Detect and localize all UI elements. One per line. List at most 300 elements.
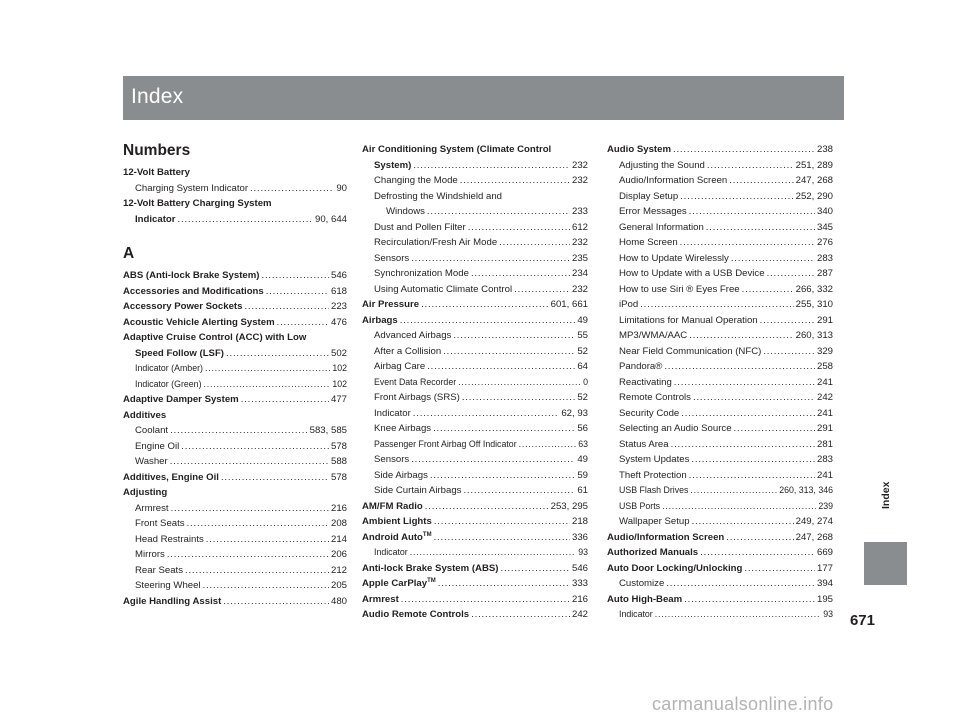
dot-leader [181,439,329,455]
index-subentry[interactable] [362,282,588,298]
index-subentry[interactable] [123,501,347,517]
entry-label [619,437,669,453]
index-subentry[interactable] [123,563,347,579]
page-reference[interactable]: 177 [816,562,833,574]
entry-label-text: Air Pressure [362,299,420,310]
entry-label [362,313,398,329]
index-subentry[interactable] [362,483,588,499]
index-subentry[interactable] [607,189,833,205]
page-reference[interactable]: 253, 295 [550,500,588,512]
dot-leader [763,344,815,360]
entry-label [386,204,425,220]
entry-label-text: Audio System [607,144,671,155]
dot-leader [514,282,570,298]
index-subentry[interactable] [362,266,588,282]
dot-leader [689,468,815,484]
page-reference[interactable]: 241 [816,376,833,388]
index-entry[interactable] [362,297,588,313]
dot-leader [411,452,575,468]
index-subentry[interactable] [362,375,588,391]
page-reference[interactable]: 578 [330,440,347,452]
index-subentry[interactable] [123,516,347,532]
page-reference[interactable]: 102 [332,363,347,373]
entry-label [619,282,740,298]
index-subentry[interactable] [362,328,588,344]
page-reference[interactable]: 52 [577,345,588,357]
entry-label-text: Changing the Mode [374,175,458,186]
page-reference[interactable]: 232 [571,175,588,186]
page-number: 671 [849,612,875,629]
entry-label-text: Indicator [135,213,176,225]
index-subentry[interactable] [607,158,833,174]
dot-leader [655,607,821,623]
index-subentry[interactable] [607,390,833,406]
dot-leader [690,483,777,499]
index-entry[interactable] [362,576,588,592]
entry-label-text: After a Collision [374,345,442,357]
page-reference[interactable]: 49 [577,314,588,326]
page-reference[interactable]: 232 [571,159,588,171]
page-reference[interactable]: 238 [816,144,833,155]
page-reference[interactable]: 63 [578,438,588,449]
index-column-3 [607,142,833,623]
index-entry[interactable] [123,299,347,315]
page-reference[interactable]: 291 [816,423,833,434]
entry-label [619,452,689,468]
index-entry[interactable] [362,158,588,174]
index-subentry[interactable] [607,421,833,437]
page-reference[interactable]: 61 [577,485,588,496]
entry-label-text: Acoustic Vehicle Alerting System [123,316,275,328]
page-reference[interactable]: 216 [330,502,347,514]
entry-label [619,220,704,236]
page-reference[interactable]: 0 [583,376,588,387]
page-reference[interactable]: 56 [577,423,588,434]
index-subentry[interactable] [607,452,833,468]
page-reference[interactable]: 214 [330,533,347,545]
entry-label [362,561,498,577]
page-reference[interactable]: 255, 310 [795,299,833,310]
index-subentry[interactable] [362,220,588,236]
index-subentry[interactable] [362,359,588,375]
page-reference[interactable]: 502 [330,347,347,359]
entry-label-text: ABS (Anti-lock Brake System) [123,270,260,281]
entry-label [374,359,425,375]
index-entry[interactable] [362,499,588,515]
watermark: carmanualsonline.info [652,694,834,714]
index-subentry[interactable] [123,423,347,439]
page-reference[interactable]: 340 [816,206,833,217]
dot-leader [400,313,576,329]
index-entry[interactable] [362,530,588,546]
index-subentry[interactable] [607,173,833,189]
entry-label [135,212,176,228]
entry-label [135,563,183,579]
page-reference[interactable]: 345 [816,221,833,233]
entry-label [619,607,653,623]
entry-label-text: Advanced Airbags [374,330,452,341]
entry-label-text: USB Flash Drives [619,485,689,495]
page-reference[interactable]: 578 [330,471,347,483]
index-subentry[interactable] [607,266,833,282]
page-reference[interactable]: 247, 268 [795,175,833,186]
dot-leader [427,359,575,375]
entry-label-text: Defrosting the Windshield and [374,190,502,202]
page-reference[interactable]: 59 [577,469,588,481]
index-subentry[interactable] [362,468,588,484]
page-reference[interactable]: 477 [330,394,347,405]
entry-label [619,576,664,592]
index-subentry[interactable] [607,359,833,375]
entry-label-text: Side Airbags [374,469,428,481]
entry-label [619,514,690,530]
page-reference[interactable]: 195 [816,593,833,605]
entry-label-text: Adaptive Damper System [123,394,239,405]
index-heading [362,142,588,158]
entry-label [123,485,167,501]
page-title: Index [131,85,184,108]
page-reference[interactable]: 218 [571,516,588,527]
page-reference[interactable]: 283 [816,252,833,264]
entry-label-text: Engine Oil [135,440,180,452]
entry-label-text: Security Code [619,407,680,419]
entry-label-text: AM/FM Radio [362,500,423,512]
entry-label [135,423,168,439]
index-entry[interactable] [607,545,833,561]
entry-label [123,408,166,424]
page-reference[interactable]: 242 [571,609,588,620]
page-reference[interactable]: 276 [816,237,833,248]
index-subentry[interactable] [123,532,347,548]
entry-label [619,359,662,375]
index-subentry[interactable] [607,282,833,298]
entry-label [619,204,687,220]
entry-label-text: Auto Door Locking/Unlocking [607,562,743,574]
index-subentry[interactable] [607,468,833,484]
entry-label-text: Head Restraints [135,533,204,545]
index-subentry[interactable] [123,578,347,594]
index-entry[interactable] [123,470,347,486]
entry-label-text: MP3/WMA/AAC [619,330,688,341]
entry-label [374,437,517,453]
entry-label-text: Recirculation/Fresh Air Mode [374,237,498,248]
page-reference[interactable]: 49 [577,454,588,465]
dot-leader [500,561,570,577]
page-reference[interactable]: 247, 268 [795,531,833,543]
dot-leader [413,406,560,422]
entry-label-text: Charging System Indicator [135,182,249,194]
index-entry[interactable] [607,142,833,158]
page-reference[interactable]: 394 [816,578,833,589]
index-entry[interactable] [362,561,588,577]
dot-leader [664,359,815,375]
entry-label-text: Using Automatic Climate Control [374,283,513,295]
index-subentry[interactable] [607,220,833,236]
entry-label [135,439,179,455]
page-reference[interactable]: 242 [816,392,833,403]
entry-label-text: Front Airbags (SRS) [374,392,460,403]
index-subentry[interactable] [123,454,347,470]
page-reference[interactable]: 232 [571,237,588,248]
page-reference[interactable]: 102 [332,378,347,389]
entry-label [374,189,502,205]
entry-label [135,501,169,517]
page-reference[interactable]: 55 [577,330,588,341]
page-reference[interactable]: 612 [571,221,588,233]
entry-label [619,390,691,406]
index-entry[interactable] [123,594,347,610]
entry-label-text: Steering Wheel [135,580,201,591]
page-reference[interactable]: 249, 274 [795,516,833,527]
dot-leader [662,499,816,515]
page-reference[interactable]: 260, 313 [795,330,833,341]
entry-label-text: Home Screen [619,237,678,248]
page-reference[interactable]: 93 [823,609,833,619]
entry-label [619,328,687,344]
index-entry[interactable] [123,212,347,228]
index-heading [123,165,347,181]
entry-label-text: Agile Handling Assist [123,595,222,607]
index-entry[interactable] [607,530,833,546]
entry-label [123,470,219,486]
index-subentry[interactable] [123,547,347,563]
index-subentry[interactable] [607,437,833,453]
index-subentry[interactable] [362,390,588,406]
entry-label [619,266,765,282]
dot-leader [401,592,570,608]
page-reference[interactable]: 252, 290 [795,190,833,202]
dot-leader [427,204,570,220]
entry-label-text: Error Messages [619,206,687,217]
index-subentry[interactable] [123,361,347,377]
page-reference[interactable]: 329 [816,345,833,357]
index-subentry[interactable] [607,607,833,623]
entry-label-text: USB Ports [619,500,661,511]
page-reference[interactable]: 287 [816,268,833,279]
entry-label-text: 12-Volt Battery [123,167,190,178]
entry-label-text: Display Setup [619,190,679,202]
index-subentry[interactable] [607,204,833,220]
index-entry[interactable] [123,315,347,331]
entry-label-text: How to Update with a USB Device [619,268,765,279]
entry-label [123,594,221,610]
index-entry[interactable] [123,268,347,284]
index-subentry[interactable] [607,514,833,530]
page-reference[interactable]: 546 [330,270,347,281]
entry-label [362,514,432,530]
page-reference[interactable]: 93 [578,547,588,557]
entry-label-text: Near Field Communication (NFC) [619,345,762,357]
trademark-sup: TM [427,577,436,584]
index-subentry[interactable] [607,483,833,499]
entry-label-text: Additives, Engine Oil [123,471,219,483]
index-subentry[interactable] [123,439,347,455]
page-reference[interactable]: 546 [571,562,588,574]
page-reference[interactable]: 233 [571,206,588,217]
page-reference[interactable]: 241 [816,469,833,481]
page-reference[interactable]: 260, 313, 346 [779,485,833,495]
page-reference[interactable]: 618 [330,285,347,297]
side-tab-label: Index [880,481,892,509]
dot-leader [680,189,793,205]
page-reference[interactable]: 64 [577,361,588,372]
page-reference[interactable]: 90, 644 [314,213,347,225]
entry-label [123,330,306,346]
page-reference[interactable]: 206 [330,549,347,560]
entry-label [374,282,512,298]
entry-label [619,421,732,437]
side-tab[interactable] [864,542,907,585]
index-subentry[interactable] [607,499,833,515]
entry-label-text: How to use Siri ® Eyes Free [619,283,740,295]
index-entry[interactable] [607,561,833,577]
index-entry[interactable] [362,514,588,530]
dot-leader [171,501,329,517]
entry-label-text: iPod [619,299,639,310]
entry-label-text: Audio Remote Controls [362,609,470,620]
page-reference[interactable]: 266, 332 [795,283,833,295]
entry-label-text: Windows [386,206,425,217]
index-subentry[interactable] [362,437,588,453]
page-reference[interactable]: 223 [330,301,347,312]
entry-label [619,468,687,484]
entry-label [135,516,185,532]
index-subentry[interactable] [362,344,588,360]
entry-label-text: Auto High-Beam [607,593,683,605]
entry-label-text: Rear Seats [135,564,183,576]
dot-leader [519,437,577,453]
index-entry[interactable] [607,592,833,608]
page-reference[interactable]: 333 [571,578,588,589]
page-reference[interactable]: 232 [571,283,588,295]
entry-label [135,377,202,393]
entry-label [374,266,469,282]
index-subentry[interactable] [607,251,833,267]
entry-label [619,158,705,174]
index-entry[interactable] [362,313,588,329]
index-subentry[interactable] [607,328,833,344]
page-reference[interactable]: 216 [571,593,588,605]
page-reference[interactable]: 235 [571,252,588,264]
index-subentry[interactable] [362,406,588,422]
index-entry[interactable] [123,346,347,362]
page-reference[interactable]: 480 [330,595,347,607]
entry-label [374,483,461,499]
index-subentry[interactable] [362,235,588,251]
entry-label-text: Status Area [619,438,669,450]
dot-leader [187,516,329,532]
index-subentry[interactable] [362,204,588,220]
index-subentry[interactable] [123,181,347,197]
dot-leader [463,483,575,499]
index-subentry[interactable] [362,545,588,561]
dot-leader [726,530,793,546]
dot-leader [241,392,329,408]
dot-leader [453,328,575,344]
index-subentry[interactable] [607,406,833,422]
index-subentry[interactable] [607,576,833,592]
entry-label-text: Authorized Manuals [607,547,699,558]
entry-label-text: Knee Airbags [374,423,432,434]
entry-label [123,165,190,181]
entry-label [607,545,698,561]
page-reference[interactable]: 291 [816,314,833,326]
index-entry[interactable] [362,592,588,608]
dot-leader [767,266,815,282]
page-reference[interactable]: 208 [330,518,347,529]
section-heading: A [123,245,135,262]
page-reference[interactable]: 283 [816,454,833,465]
dot-leader [206,532,329,548]
page-reference[interactable]: 336 [571,531,588,543]
page-reference[interactable]: 583, 585 [309,425,347,436]
page-reference[interactable]: 212 [330,564,347,576]
dot-leader [666,576,815,592]
index-column-1 [123,142,347,609]
dot-leader [170,423,308,439]
entry-label-text: General Information [619,221,704,233]
page-reference[interactable]: 669 [816,547,833,558]
dot-leader [684,592,815,608]
index-subentry[interactable] [362,421,588,437]
page-reference[interactable]: 90 [336,182,347,194]
index-subentry[interactable] [362,251,588,267]
dot-leader [689,328,793,344]
dot-leader [706,220,815,236]
index-entry[interactable] [123,284,347,300]
page-reference[interactable]: 241 [816,407,833,419]
dot-leader [250,181,334,197]
index-subentry[interactable] [362,173,588,189]
entry-label-text: Armrest [362,593,399,605]
dot-leader [178,212,313,228]
page-reference[interactable]: 205 [330,580,347,591]
entry-label [135,547,165,563]
entry-label-text: Speed Follow (LSF) [135,347,225,359]
index-subentry[interactable] [123,377,347,393]
page-reference[interactable]: 239 [818,500,833,511]
index-subentry[interactable] [607,235,833,251]
page-reference[interactable]: 588 [330,456,347,467]
page-reference[interactable]: 281 [816,438,833,450]
page-reference[interactable]: 234 [571,268,588,279]
index-subentry[interactable] [362,452,588,468]
entry-label [619,499,660,515]
page-reference[interactable]: 62, 93 [561,407,588,419]
entry-label-text: Anti-lock Brake System (ABS) [362,562,499,574]
dot-leader [742,282,794,298]
index-subentry[interactable] [607,375,833,391]
index-entry[interactable] [123,392,347,408]
entry-label-text: Event Data Recorder [374,376,457,387]
entry-label-text: Selecting an Audio Source [619,423,732,434]
page-reference[interactable]: 601, 661 [550,299,588,310]
entry-label-text: Accessories and Modifications [123,285,264,297]
index-subentry[interactable] [607,313,833,329]
page-reference[interactable]: 52 [577,392,588,403]
entry-label [123,196,272,212]
index-entry[interactable] [362,607,588,623]
entry-label-text: How to Update Wirelessly [619,252,729,264]
entry-label [619,173,727,189]
dot-leader [680,235,815,251]
page-reference[interactable]: 251, 289 [795,159,833,171]
index-subentry[interactable] [607,344,833,360]
trademark-sup: TM [422,531,432,538]
index-subentry[interactable] [607,297,833,313]
page-reference[interactable]: 476 [330,316,347,328]
page-reference[interactable]: 258 [816,361,833,372]
